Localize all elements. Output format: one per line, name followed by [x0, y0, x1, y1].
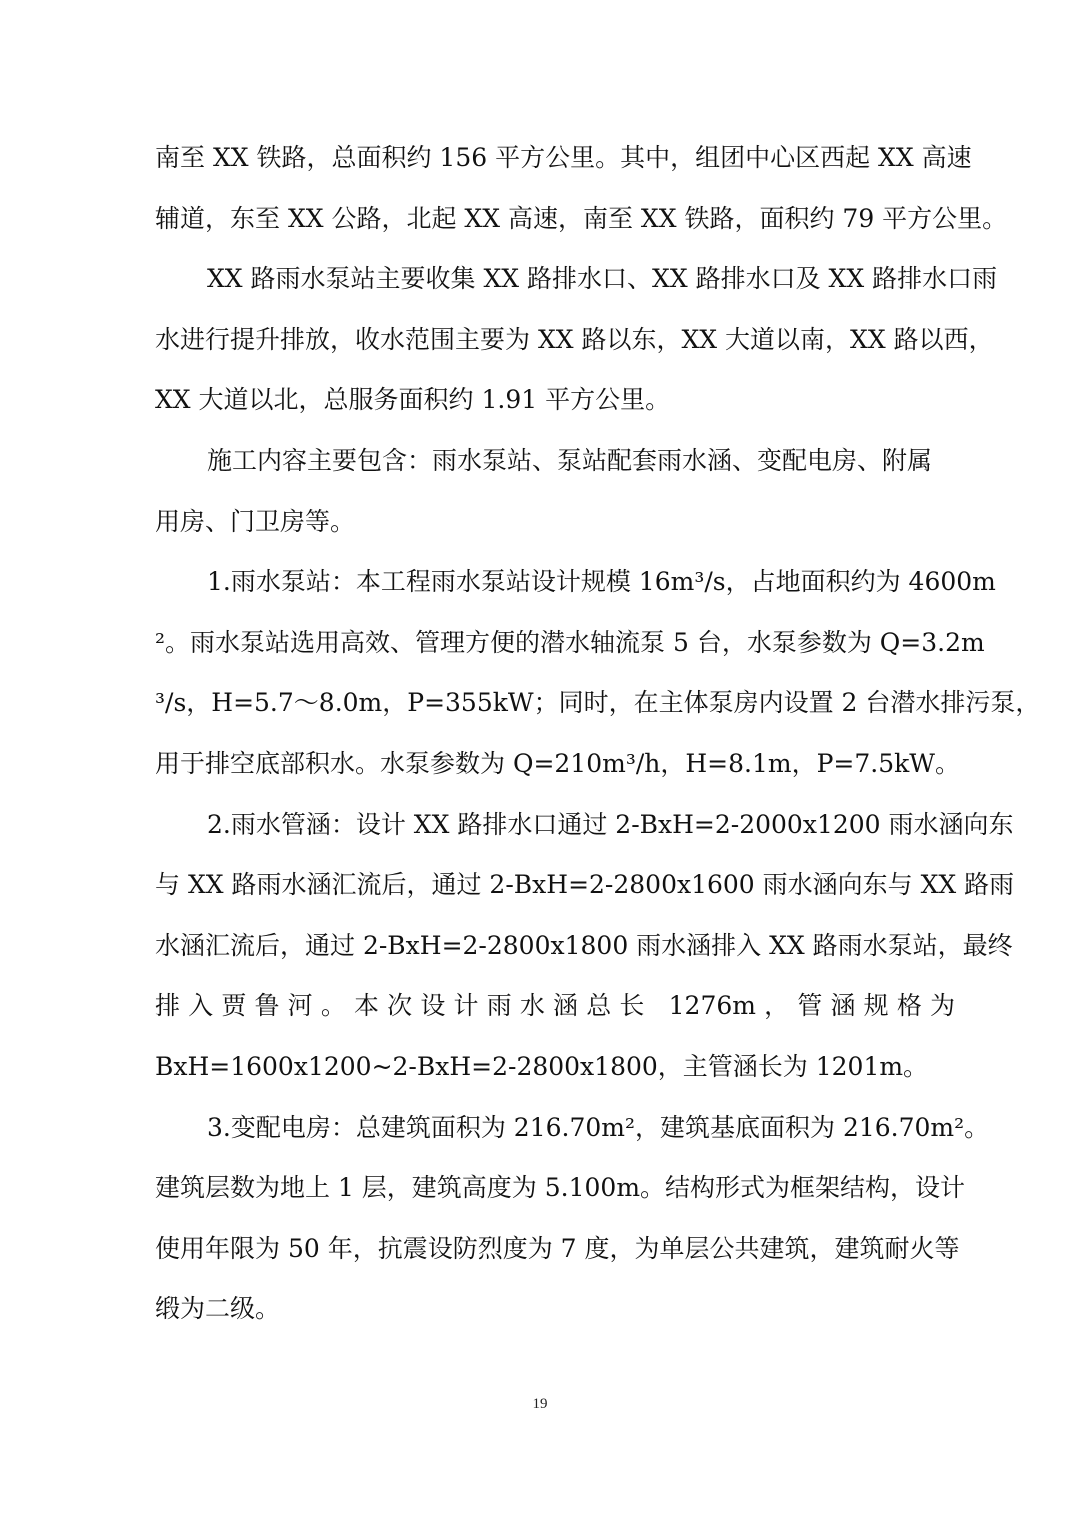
- text-line-14: 水涵汇流后，通过 2-BxH=2-2800x1800 雨水涵排入 XX 路雨水泵站，最终: [155, 930, 1013, 960]
- page-number: 19: [532, 1396, 548, 1412]
- text-line-2: 辅道，东至 XX 公路，北起 XX 高速，南至 XX 铁路，面积约 79 平方公里。: [155, 203, 1008, 233]
- text-line-6: 施工内容主要包含：雨水泵站、泵站配套雨水涵、变配电房、附属: [207, 445, 933, 475]
- text-line-10: ³/s，H=5.7～8.0m，P=355kW；同时，在主体泵房内设置 2 台潜水排污泵，: [155, 688, 1041, 718]
- text-line-17: 3.变配电房：总建筑面积为 216.70m²，建筑基底面积为 216.70m²。: [207, 1112, 990, 1142]
- text-line-13: 与 XX 路雨水涵汇流后，通过 2-BxH=2-2800x1600 雨水涵向东与 XX 路雨: [155, 870, 1015, 900]
- text-line-19: 使用年限为 50 年，抗震设防烈度为 7 度，为单层公共建筑，建筑耐火等: [155, 1233, 960, 1263]
- text-line-16: BxH=1600x1200~2-BxH=2-2800x1800，主管涵长为 1201m。: [155, 1051, 929, 1081]
- text-line-8: 1.雨水泵站：本工程雨水泵站设计规模 16m³/s，占地面积约为 4600m: [207, 567, 996, 597]
- text-line-11: 用于排空底部积水。水泵参数为 Q=210m³/h，H=8.1m，P=7.5kW。: [155, 748, 960, 778]
- text-line-18: 建筑层数为地上 1 层，建筑高度为 5.100m。结构形式为框架结构，设计: [155, 1173, 966, 1203]
- page-body: [155, 128, 1041, 1340]
- text-line-1: 南至 XX 铁路，总面积约 156 平方公里。其中，组团中心区西起 XX 高速: [155, 143, 972, 172]
- text-line-9: ²。雨水泵站选用高效、管理方便的潜水轴流泵 5 台，水泵参数为 Q=3.2m: [155, 627, 985, 657]
- text-line-5: XX 大道以北，总服务面积约 1.91 平方公里。: [155, 385, 671, 415]
- text-line-4: 水进行提升排放，收水范围主要为 XX 路以东，XX 大道以南，XX 路以西，: [155, 324, 994, 354]
- text-line-15: 排入贾鲁河。本次设计雨水涵总长 1276m，管涵规格为: [155, 991, 955, 1021]
- text-line-20: 缎为二级。: [155, 1294, 281, 1324]
- text-line-3: XX 路雨水泵站主要收集 XX 路排水口、XX 路排水口及 XX 路排水口雨: [207, 264, 998, 294]
- text-line-12: 2.雨水管涵：设计 XX 路排水口通过 2-BxH=2-2000x1200 雨水涵向东: [207, 809, 1014, 839]
- text-line-7: 用房、门卫房等。: [155, 506, 356, 536]
